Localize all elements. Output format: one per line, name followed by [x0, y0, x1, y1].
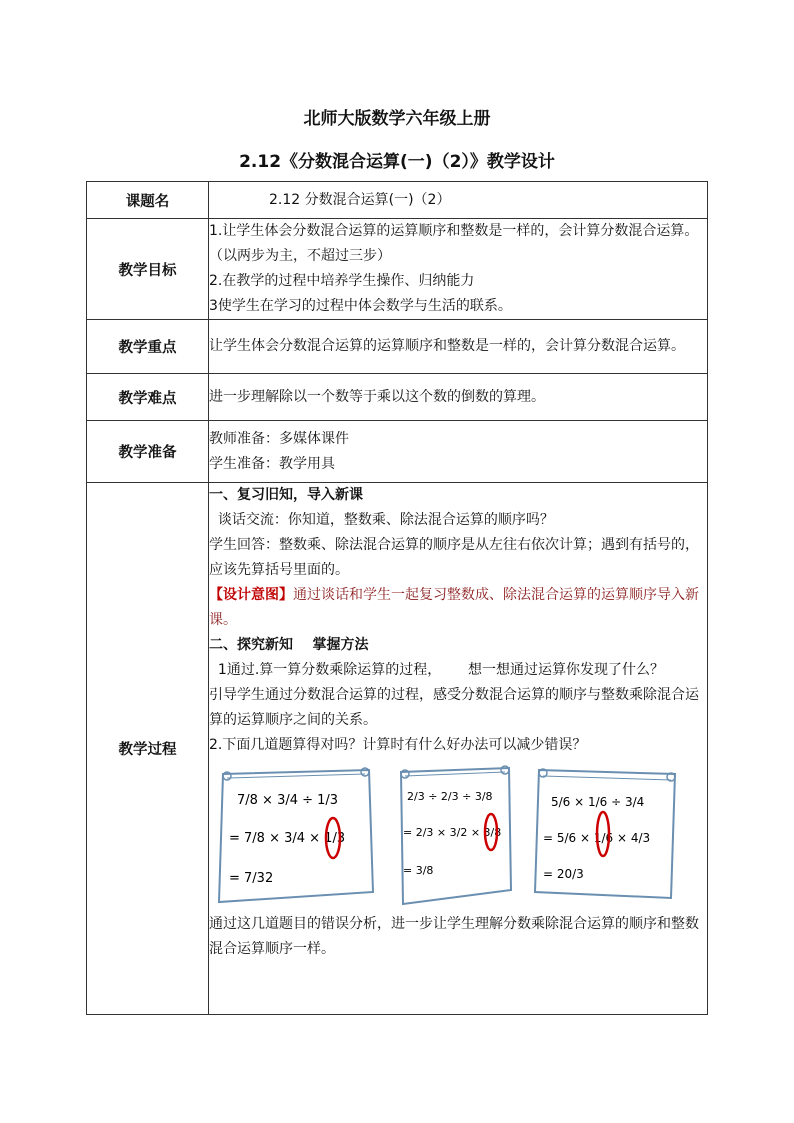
example-2-line-3: = 3/8: [403, 864, 434, 877]
design-intent-tag: 【设计意图】: [209, 587, 293, 603]
row-prep: [87, 421, 708, 483]
process-paragraph-1: 谈话交流：你知道，整数乘、除法混合运算的顺序吗？: [209, 512, 554, 528]
row-topic: [87, 182, 708, 219]
document-subtitle: 2.12《分数混合运算(一)（2）》教学设计: [239, 152, 555, 172]
value-process: [209, 483, 708, 1015]
label-difficulty: 教学难点: [87, 374, 209, 421]
label-process: 教学过程: [87, 483, 209, 1015]
example-2-line-1: 2/3 ÷ 2/3 ÷ 3/8: [407, 790, 493, 803]
example-card-2: [395, 764, 515, 908]
document-title: 北师大版数学六年级上册: [303, 109, 491, 129]
value-prep: [209, 421, 708, 483]
label-key: 教学重点: [87, 320, 209, 374]
value-goals: [209, 219, 708, 320]
process-paragraph-5: 2.下面几道题算得对吗？计算时有什么好办法可以减少错误？: [209, 737, 587, 753]
example-card-1: [209, 764, 379, 908]
design-intent-text: 通过谈话和学生一起复习整数成、除法混合运算的运算顺序导入新课。: [209, 587, 699, 628]
prep-teacher: 教师准备：多媒体课件: [209, 430, 349, 447]
example-3-line-3: = 20/3: [543, 867, 584, 881]
worked-examples: [209, 764, 707, 908]
process-paragraph-2: 学生回答：整数乘、除法混合运算的顺序是从左往右依次计算；遇到有括号的，应该先算括号里面的。: [209, 537, 699, 578]
example-1-line-1: 7/8 × 3/4 ÷ 1/3: [237, 793, 339, 808]
value-key: 让学生体会分数混合运算的运算顺序和整数是一样的，会计算分数混合运算。: [209, 320, 708, 374]
process-paragraph-6: 通过这几道题目的错误分析，进一步让学生理解分数乘除混合运算的顺序和整数混合运算顺序一样。: [209, 916, 699, 957]
process-paragraph-3: 1通过.算一算分数乘除运算的过程， 想一想通过运算你发现了什么？: [209, 662, 664, 678]
example-2-line-2: = 2/3 × 3/2 × 3/8: [403, 826, 502, 839]
row-process: [87, 483, 708, 1015]
goal-item-2: 2.在教学的过程中培养学生操作、归纳能力: [209, 273, 475, 289]
process-paragraph-4: 引导学生通过分数混合运算的过程，感受分数混合运算的顺序与整数乘除混合运算的运算顺序之间的关系。: [209, 687, 699, 728]
section-heading-1: 一、复习旧知，导入新课: [209, 487, 363, 503]
example-1-line-2: = 7/8 × 3/4 × 1/3: [229, 831, 346, 846]
label-prep: 教学准备: [87, 421, 209, 483]
value-difficulty: 进一步理解除以一个数等于乘以这个数的倒数的算理。: [209, 374, 708, 421]
design-intent: [209, 583, 707, 633]
prep-student: 学生准备：教学用具: [209, 455, 335, 472]
label-goals: 教学目标: [87, 219, 209, 320]
example-card-3: [531, 764, 681, 908]
example-3-line-2: = 5/6 × 1/6 × 4/3: [543, 831, 651, 845]
example-3-line-1: 5/6 × 1/6 ÷ 3/4: [551, 795, 645, 809]
row-difficulty: [87, 374, 708, 421]
lesson-plan-table: [86, 181, 708, 1015]
label-topic: 课题名: [87, 182, 209, 219]
goal-item-1: 1.让学生体会分数混合运算的运算顺序和整数是一样的，会计算分数混合运算。（以两步为主，不超过三步）: [209, 223, 699, 264]
row-goals: [87, 219, 708, 320]
value-topic: 2.12 分数混合运算(一)（2）: [209, 182, 708, 219]
goal-item-3: 3使学生在学习的过程中体会数学与生活的联系。: [209, 298, 512, 314]
row-key: [87, 320, 708, 374]
example-1-line-3: = 7/32: [229, 871, 274, 886]
section-heading-2: 二、探究新知 掌握方法: [209, 637, 369, 653]
